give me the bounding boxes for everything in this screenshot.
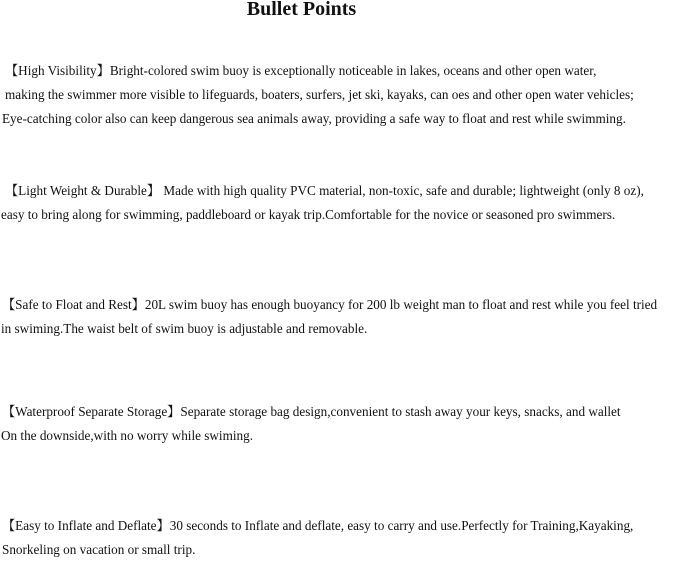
bullet-text: Separate storage bag design,convenient to stash away your keys, snacks, and wallet (180, 404, 621, 419)
bullet-heading: 【Easy to Inflate and Deflate】 (2, 518, 170, 533)
page-title: Bullet Points (246, 0, 357, 20)
bullet-line: Eye-catching color also can keep dangerous sea animals away, providing a safe way to float and rest while swimming. (2, 111, 626, 126)
bullet-line (0, 293, 679, 317)
bullet-line (0, 400, 679, 424)
bullet-line (0, 179, 679, 203)
bullet-waterproof-storage (0, 400, 679, 448)
bullet-easy-inflate (0, 514, 679, 562)
bullet-text: Made with high quality PVC material, non-toxic, safe and durable; lightweight (only 8 oz), (160, 183, 644, 198)
bullet-text: Bright-colored swim buoy is exceptionally noticeable in lakes, oceans and other open water, (109, 63, 597, 78)
bullet-line (0, 514, 679, 538)
bullet-heading: 【Waterproof Separate Storage】 (2, 404, 181, 419)
bullet-heading: 【Safe to Float and Rest】 (2, 297, 145, 312)
bullet-high-visibility (0, 59, 679, 131)
bullet-heading: 【High Visibility】 (5, 63, 110, 78)
bullet-line: easy to bring along for swimming, paddleboard or kayak trip.Comfortable for the novice or seasoned pro swimmers. (1, 207, 616, 222)
bullet-text: 30 seconds to Inflate and deflate, easy to carry and use.Perfectly for Training,Kayaking, (169, 518, 634, 533)
bullet-text: 20L swim buoy has enough buoyancy for 200 lb weight man to float and rest while you feel tried (144, 297, 658, 312)
bullet-line: Snorkeling on vacation or small trip. (2, 542, 196, 557)
bullet-line: making the swimmer more visible to lifeguards, boaters, surfers, jet ski, kayaks, can oes and other open water vehicles; (5, 87, 634, 102)
bullet-safe-to-float (0, 293, 679, 341)
bullet-heading: 【Light Weight & Durable】 (5, 183, 161, 198)
bullet-line (0, 59, 679, 83)
bullet-light-weight-durable (0, 179, 679, 227)
bullet-line: in swiming.The waist belt of swim buoy is adjustable and removable. (1, 321, 368, 336)
bullet-line: On the downside,with no worry while swiming. (1, 428, 254, 443)
